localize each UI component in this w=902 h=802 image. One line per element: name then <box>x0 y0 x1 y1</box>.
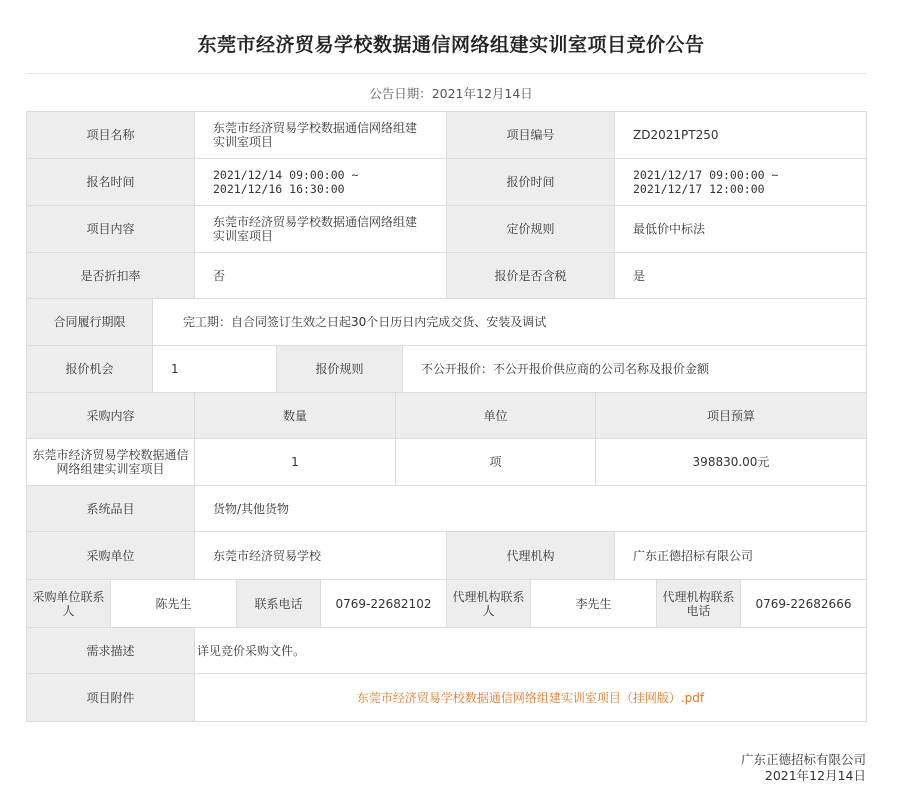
agency-label: 代理机构 <box>447 532 615 579</box>
row-category <box>27 486 866 532</box>
buyer-value: 东莞市经济贸易学校 <box>195 532 447 579</box>
row-contacts <box>27 580 866 628</box>
attachment-label: 项目附件 <box>27 674 195 721</box>
row-content <box>27 206 866 253</box>
agency-contact-value: 李先生 <box>531 580 657 627</box>
page-title: 东莞市经济贸易学校数据通信网络组建实训室项目竞价公告 <box>197 34 705 56</box>
requirement-value: 详见竞价采购文件。 <box>195 628 866 673</box>
footer-date: 2021年12月14日 <box>764 768 866 783</box>
quote-time-start: 2021/12/17 09:00:00 ~ <box>633 168 779 182</box>
title-divider <box>26 73 866 74</box>
item-budget: 398830.00元 <box>596 439 866 485</box>
agency-phone-label: 代理机构联系电话 <box>657 580 741 627</box>
items-header-content: 采购内容 <box>27 393 195 438</box>
phone-value: 0769-22682102 <box>321 580 447 627</box>
project-no-value: ZD2021PT250 <box>615 112 866 158</box>
agency-phone-value: 0769-22682666 <box>741 580 866 627</box>
row-requirement <box>27 628 866 674</box>
project-name-value: 东莞市经济贸易学校数据通信网络组建实训室项目 <box>195 112 447 158</box>
row-project-name <box>27 112 866 159</box>
discount-value: 否 <box>195 253 447 298</box>
items-header-unit: 单位 <box>396 393 596 438</box>
tax-label: 报价是否含税 <box>447 253 615 298</box>
row-buyer <box>27 532 866 580</box>
signup-time-start: 2021/12/14 09:00:00 ~ <box>213 168 359 182</box>
quote-chance-label: 报价机会 <box>27 346 153 392</box>
items-header-qty: 数量 <box>195 393 396 438</box>
items-header-budget: 项目预算 <box>596 393 866 438</box>
quote-rule-label: 报价规则 <box>277 346 403 392</box>
item-qty: 1 <box>195 439 396 485</box>
project-no-label: 项目编号 <box>447 112 615 158</box>
row-attachment <box>27 674 866 721</box>
buyer-label: 采购单位 <box>27 532 195 579</box>
project-name-label: 项目名称 <box>27 112 195 158</box>
tax-value: 是 <box>615 253 866 298</box>
signup-time-label: 报名时间 <box>27 159 195 205</box>
announcement-table <box>26 111 867 722</box>
item-content: 东莞市经济贸易学校数据通信网络组建实训室项目 <box>27 439 195 485</box>
attachment-cell <box>195 674 866 721</box>
signup-time-value <box>195 159 447 205</box>
buyer-contact-label: 采购单位联系人 <box>27 580 111 627</box>
quote-rule-value: 不公开报价：不公开报价供应商的公司名称及报价金额 <box>403 346 866 392</box>
table-row <box>27 439 866 486</box>
requirement-label: 需求描述 <box>27 628 195 673</box>
category-value: 货物/其他货物 <box>195 486 866 531</box>
agency-contact-label: 代理机构联系人 <box>447 580 531 627</box>
buyer-contact-value: 陈先生 <box>111 580 237 627</box>
content-label: 项目内容 <box>27 206 195 252</box>
quote-chance-value: 1 <box>153 346 277 392</box>
row-contract-period <box>27 299 866 346</box>
item-unit: 项 <box>396 439 596 485</box>
announce-date: 公告日期：2021年12月14日 <box>369 86 533 101</box>
category-label: 系统品目 <box>27 486 195 531</box>
signup-time-end: 2021/12/16 16:30:00 <box>213 182 345 196</box>
footer <box>741 752 866 784</box>
attachment-link[interactable]: 东莞市经济贸易学校数据通信网络组建实训室项目（挂网版）.pdf <box>356 690 705 705</box>
pricing-rule-value: 最低价中标法 <box>615 206 866 252</box>
pricing-rule-label: 定价规则 <box>447 206 615 252</box>
quote-time-label: 报价时间 <box>447 159 615 205</box>
contract-period-label: 合同履行期限 <box>27 299 153 345</box>
agency-value: 广东正德招标有限公司 <box>615 532 866 579</box>
row-quote-chance <box>27 346 866 393</box>
row-signup-time <box>27 159 866 206</box>
footer-company: 广东正德招标有限公司 <box>740 752 866 767</box>
items-header-row <box>27 393 866 439</box>
row-discount <box>27 253 866 299</box>
discount-label: 是否折扣率 <box>27 253 195 298</box>
contract-period-value: 完工期：自合同签订生效之日起30个日历日内完成交货、安装及调试 <box>153 299 866 345</box>
content-value: 东莞市经济贸易学校数据通信网络组建实训室项目 <box>195 206 447 252</box>
phone-label: 联系电话 <box>237 580 321 627</box>
quote-time-end: 2021/12/17 12:00:00 <box>633 182 765 196</box>
quote-time-value <box>615 159 866 205</box>
